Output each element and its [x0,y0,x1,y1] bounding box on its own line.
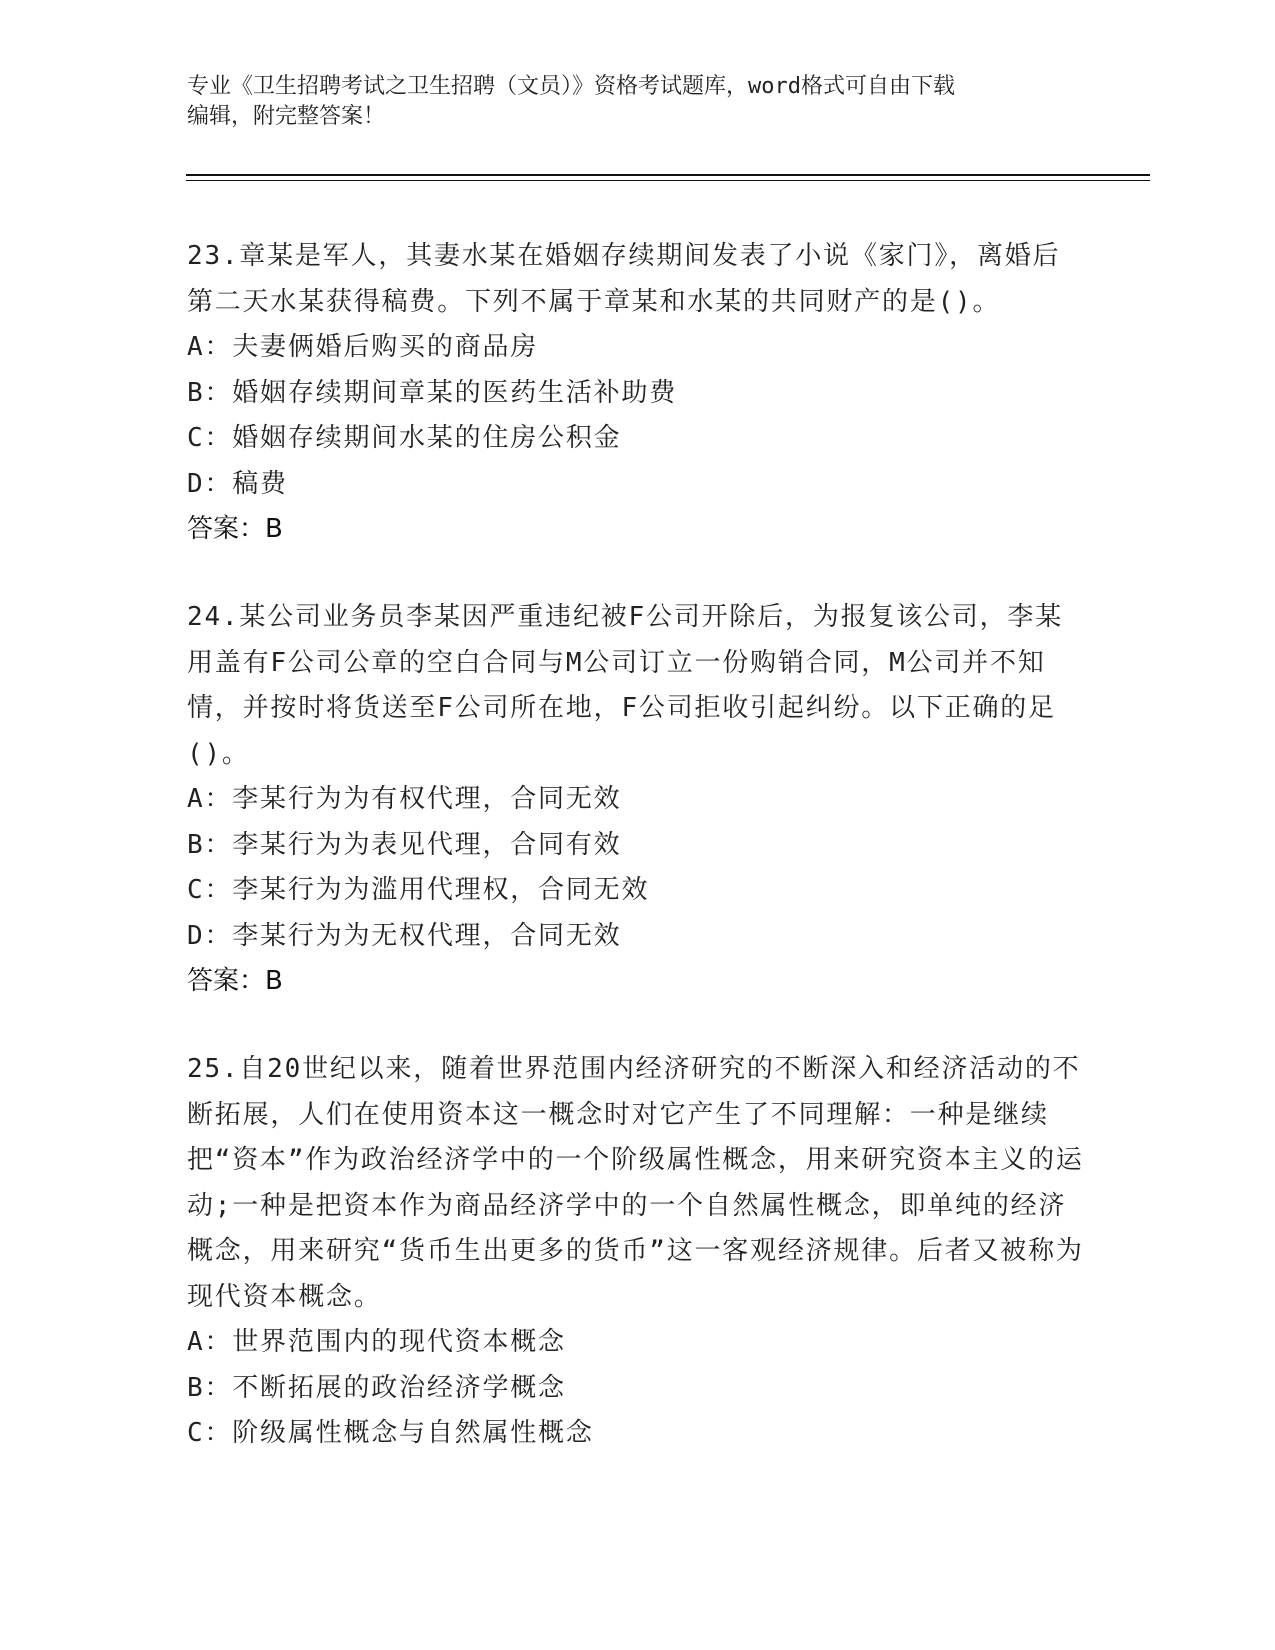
answer-label: 答案：B [187,966,283,996]
question-list [187,234,1087,1500]
header-divider-thin [186,180,1150,181]
option-c: C：阶级属性概念与自然属性概念 [187,1418,594,1448]
question-23 [187,234,1087,552]
option-d: D：李某行为为无权代理，合同无效 [187,920,622,951]
option-a: A：李某行为为有权代理，合同无效 [187,784,622,814]
question-25 [187,1047,1087,1457]
option-d: D：稿费 [187,468,288,499]
header-divider-thick [186,174,1150,176]
answer-label: 答案：B [187,514,283,544]
header-line-2: 编辑，附完整答案！ [187,104,386,129]
option-a: A：夫妻俩婚后购买的商品房 [187,332,539,362]
question-text: 24.某公司业务员李某因严重违纪被F公司开除后，为报复该公司，李某用盖有F公司公章的空白合同与M公司订立一份购销合同，M公司并不知情，并按时将货送至F公司所在地，F公司拒收引起纠纷。以下正确的足()。 [187,602,1064,769]
document-header [187,72,1067,132]
header-line-1: 专业《卫生招聘考试之卫生招聘（文员）》资格考试题库，word格式可自由下载 [187,74,955,99]
option-a: A：世界范围内的现代资本概念 [187,1327,566,1357]
option-b: B：不断拓展的政治经济学概念 [187,1372,566,1403]
question-text: 23.章某是军人，其妻水某在婚姻存续期间发表了小说《家门》，离婚后第二天水某获得稿费。下列不属于章某和水某的共同财产的是()。 [187,241,1061,317]
question-24 [187,595,1087,1004]
question-text: 25.自20世纪以来，随着世界范围内经济研究的不断深入和经济活动的不断拓展，人们在使用资本这一概念时对它产生了不同理解：一种是继续把“资本”作为政治经济学中的一个阶级属性概念，用来研究资本主义的运动;一种是把资本作为商品经济学中的一个自然属性概念，即单纯的经济概念，用来研究“货币生出更多的货币”这一客观经济规律。后者又被称为现代资本概念。 [187,1054,1084,1312]
option-b: B：婚姻存续期间章某的医药生活补助费 [187,377,678,408]
option-c: C：李某行为为滥用代理权，合同无效 [187,875,650,905]
option-b: B：李某行为为表见代理，合同有效 [187,829,622,860]
option-c: C：婚姻存续期间水某的住房公积金 [187,423,622,453]
